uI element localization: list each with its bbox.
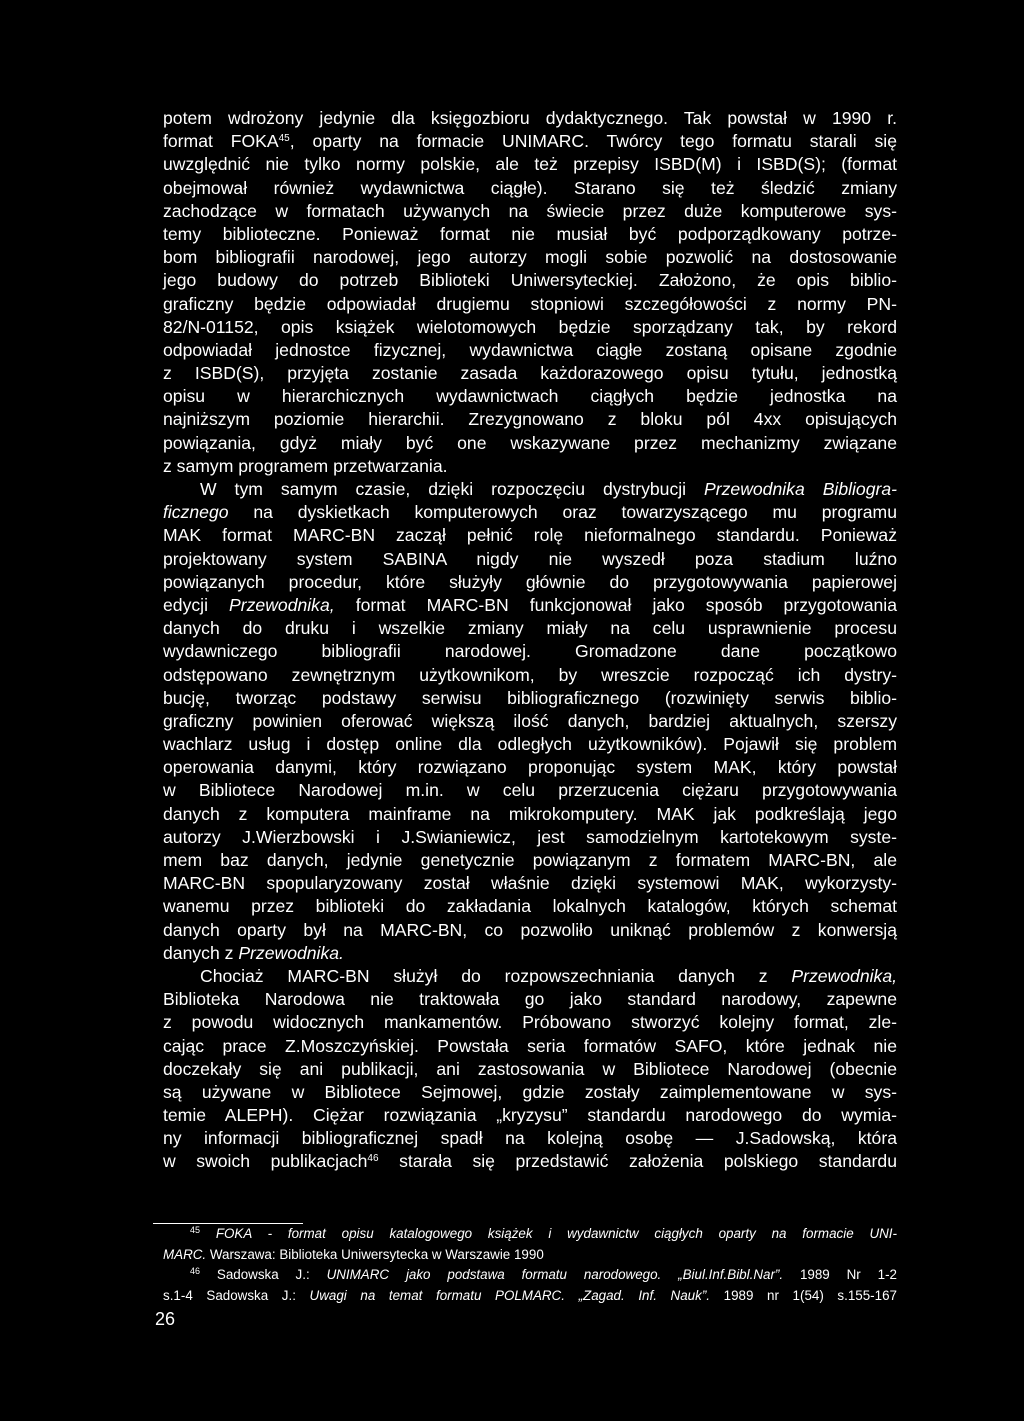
body-line: [163, 316, 897, 339]
text-run: Chociaż MARC-BN służył do rozpowszechniania danych z: [200, 965, 792, 986]
text-run: wydawniczego bibliografii narodowej. Gromadzone dane początkowo: [163, 641, 897, 662]
body-line: [163, 548, 897, 571]
body-line: [163, 571, 897, 594]
body-line: [163, 1104, 897, 1127]
body-line: [163, 664, 897, 687]
body-line: [163, 988, 897, 1011]
body-line: [163, 385, 897, 408]
text-run: potem wdrożony jedynie dla księgozbioru dydaktycznego. Tak powstał w 1990 r.: [163, 108, 897, 128]
page-number: 26: [155, 1309, 176, 1329]
text-run: , oparty na formacie UNIMARC. Twórcy tego formatu starali się: [289, 131, 897, 152]
text-run: projektowany system SABINA nigdy nie wyszedł poza stadium luźno: [163, 548, 897, 569]
footnote-line: [163, 1224, 897, 1245]
body-line: [163, 779, 897, 802]
text-run: 82/N-01152, opis książek wielotomowych będzie sporządzany tak, by rekord: [163, 316, 897, 337]
text-run: ny informacji bibliograficznej spadł na kolejną osobę — J.Sadowską, która: [163, 1128, 897, 1149]
text-run: odstępowano zewnętrznym użytkownikom, by wreszcie rozpocząć ich dystry-: [163, 664, 897, 685]
text-run: bom bibliografii narodowej, jego autorzy mogli sobie pozwolić na dostosowanie: [163, 247, 897, 268]
footnote-ref: 46: [190, 1266, 201, 1276]
footnote-line: [163, 1265, 897, 1286]
body-line: [163, 919, 897, 942]
body-line: [163, 1081, 897, 1104]
text-run: uwzględnić nie tylko normy polskie, ale też przepisy ISBD(M) i ISBD(S); (format: [163, 154, 897, 175]
footnote-ref: 45: [190, 1225, 201, 1235]
italic-text: FOKA - format opisu katalogowego książek i wydawnictw ciągłych oparty na formacie UNI-: [215, 1226, 897, 1241]
text-run: odpowiadał jednostce fizycznej, wydawnictwa ciągłe zostaną opisane zgodnie: [163, 339, 897, 360]
text-run: na dyskietkach komputerowych oraz towarzyszącego mu programu: [228, 502, 897, 523]
italic-text: ficznego: [163, 502, 229, 523]
text-run: zachodzące w formatach używanych na świecie przez duże komputerowe sys-: [163, 200, 897, 221]
body-line: [163, 293, 897, 316]
text-run: obejmował również wydawnictwa ciągłe). Starano się też śledzić zmiany: [163, 177, 897, 198]
body-line: [163, 1058, 897, 1081]
text-run: z powodu widocznych mankamentów. Próbowano stworzyć kolejny format, zle-: [163, 1012, 897, 1033]
text-run: opisu w hierarchicznych wydawnictwach ciągłych będzie jednostka na: [163, 386, 897, 407]
text-run: Biblioteka Narodowa nie traktowała go jako standard narodowy, zapewne: [163, 989, 897, 1010]
body-line: [163, 617, 897, 640]
text-run: edycji: [163, 594, 230, 615]
text-run: graficzny powinien oferować większą ilość danych, bardziej aktualnych, szerszy: [163, 710, 897, 731]
text-run: mem baz danych, jedynie genetycznie powiązanym z formatem MARC-BN, ale: [163, 850, 897, 870]
text-run: format FOKA: [163, 131, 279, 152]
footnote-ref: 45: [278, 133, 290, 145]
text-run: danych oparty był na MARC-BN, co pozwoliło uniknąć problemów z konwersją: [163, 919, 897, 940]
text-run: w swoich publikacjach: [163, 1151, 368, 1172]
text-run: Sadowska J.:: [200, 1267, 327, 1282]
text-run: cając prace Z.Moszczyńskiej. Powstała seria formatów SAFO, które jednak nie: [163, 1035, 897, 1056]
body-line: [163, 339, 897, 362]
body-line: [163, 826, 897, 849]
italic-text: Przewodnika,: [229, 594, 335, 615]
text-run: wanemu przez biblioteki do zakładania lokalnych katalogów, których schemat: [163, 896, 897, 917]
text-run: jego budowy do potrzeb Biblioteki Uniwersyteckiej. Założono, że opis biblio-: [163, 270, 897, 291]
text-run: danych z: [163, 942, 239, 963]
text-run: danych do druku i wszelkie zmiany miały na celu usprawnienie procesu: [163, 618, 897, 639]
text-run: format MARC-BN funkcjonował jako sposób przygotowania: [334, 594, 898, 615]
body-line: [163, 733, 897, 756]
body-line: [163, 432, 897, 455]
body-line: [163, 200, 897, 223]
text-run: graficzny będzie odpowiadał drugiemu stopniowi szczegółowości z normy PN-: [163, 293, 897, 314]
text-run: [200, 1226, 216, 1241]
body-line: [163, 756, 897, 779]
text-run: starała się przedstawić założenia polskiego standardu: [378, 1151, 897, 1172]
text-run: z ISBD(S), przyjęta zostanie zasada każdorazowego opisu tytułu, jednostką: [163, 363, 897, 384]
body-line: [163, 455, 897, 478]
body-line: [163, 710, 897, 733]
text-run: powiązanych procedur, które służyły głównie do przygotowywania papierowej: [163, 571, 897, 592]
text-run: W tym samym czasie, dzięki rozpoczęciu dystrybucji: [200, 479, 705, 499]
footnote-line: [163, 1286, 897, 1307]
text-run: temy biblioteczne. Ponieważ format nie musiał być podporządkowany potrze-: [163, 223, 897, 244]
footnotes: [163, 1224, 897, 1306]
body-line: [163, 153, 897, 176]
text-run: najniższym poziomie hierarchii. Zrezygnowano z bloku pól 4xx opisujących: [163, 409, 897, 430]
body-line: [163, 107, 897, 130]
footnote-ref: 46: [367, 1153, 379, 1165]
body-line: [163, 1035, 897, 1058]
italic-text: UNIMARC jako podstawa formatu narodowego. „Biul.Inf.Bibl.Nar”.: [326, 1267, 784, 1282]
body-line: [163, 269, 897, 292]
italic-text: Uwagi na temat formatu POLMARC. „Zagad. Inf. Nauk”.: [309, 1287, 710, 1303]
body-line: [163, 640, 897, 663]
body-line: [163, 130, 897, 153]
text-run: wachlarz usług i dostęp online dla odległych użytkowników). Pojawił się problem: [163, 734, 897, 755]
footnote-line: [163, 1245, 897, 1266]
body-line: [163, 895, 897, 918]
text-run: powiązania, gdyż miały być one wskazywane przez mechanizmy związane: [163, 432, 897, 453]
body-line: [163, 362, 897, 385]
text-run: danych z komputera mainframe na mikrokomputery. MAK jak podkreślają jego: [163, 803, 897, 824]
body-line: [163, 687, 897, 710]
body-line: [163, 246, 897, 269]
text-run: Warszawa: Biblioteka Uniwersytecka w Warszawie 1990: [206, 1246, 544, 1262]
text-run: MARC-BN spopularyzowany został właśnie dzięki systemowi MAK, wykorzysty-: [163, 873, 897, 894]
body-line: [163, 849, 897, 872]
text-run: bucję, tworząc podstawy serwisu bibliograficznego (rozwinięty serwis biblio-: [163, 687, 897, 708]
text-run: 1989 nr 1(54) s.155-167: [710, 1287, 897, 1303]
italic-text: Przewodnika Bibliogra-: [704, 479, 898, 499]
body-line: [163, 478, 897, 501]
italic-text: Przewodnika.: [238, 942, 344, 963]
body-line: [163, 408, 897, 431]
italic-text: MARC.: [163, 1246, 207, 1262]
body-line: [163, 524, 897, 547]
text-run: MAK format MARC-BN zaczął pełnić rolę nieformalnego standardu. Ponieważ: [163, 525, 897, 546]
text-run: s.1-4 Sadowska J.:: [163, 1287, 310, 1303]
body-line: [163, 965, 897, 988]
text-run: temie ALEPH). Ciężar rozwiązania „kryzysu” standardu narodowego do wymia-: [163, 1105, 897, 1126]
body-line: [163, 501, 897, 524]
body-line: [163, 1150, 897, 1173]
text-run: autorzy J.Wierzbowski i J.Swianiewicz, jest samodzielnym kartotekowym syste-: [163, 826, 897, 847]
body-line: [163, 223, 897, 246]
body-text: [163, 107, 897, 1174]
italic-text: Przewodnika,: [791, 965, 897, 986]
body-line: [163, 1127, 897, 1150]
text-run: doczekały się ani publikacji, ani zastosowania w Bibliotece Narodowej (obecnie: [163, 1058, 897, 1079]
body-line: [163, 803, 897, 826]
body-line: [163, 872, 897, 895]
text-run: z samym programem przetwarzania.: [163, 455, 448, 476]
text-run: operowania danymi, który rozwiązano proponując system MAK, który powstał: [163, 757, 897, 778]
body-line: [163, 1011, 897, 1034]
text-run: 1989 Nr 1-2: [783, 1267, 897, 1282]
body-line: [163, 177, 897, 200]
text-run: w Bibliotece Narodowej m.in. w celu przerzucenia ciężaru przygotowywania: [163, 780, 897, 801]
text-run: są używane w Bibliotece Sejmowej, gdzie zostały zaimplementowane w sys-: [163, 1081, 897, 1102]
body-line: [163, 594, 897, 617]
body-line: [163, 942, 897, 965]
